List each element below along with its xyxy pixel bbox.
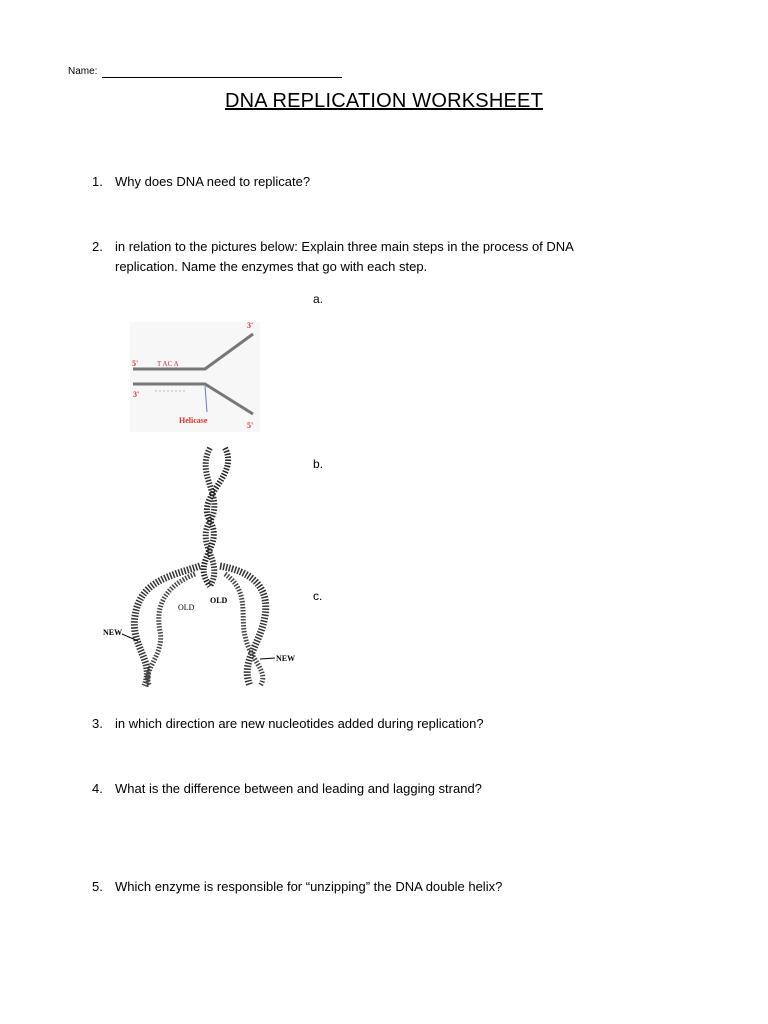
step-c-label: c. [313, 589, 323, 603]
question-text: What is the difference between and leading and lagging strand? [115, 781, 482, 796]
new-label-left: NEW [103, 628, 123, 637]
question-text: in relation to the pictures below: Explain three main steps in the process of DNA replication. Name the enzymes that go with each step. [115, 239, 574, 274]
question-text: Why does DNA need to replicate? [115, 174, 311, 189]
replication-fork-diagram [100, 446, 300, 688]
base-sequence: T AC A [157, 360, 179, 368]
question-number: 4. [92, 781, 103, 796]
step-b-label: b. [313, 457, 324, 471]
question-number: 1. [92, 174, 103, 189]
left-arm-new [148, 574, 195, 686]
label-5prime-left: 5' [132, 359, 139, 368]
old-label-right: OLD [210, 596, 228, 605]
label-3prime-left: 3' [133, 390, 140, 399]
name-blank-line[interactable] [102, 77, 342, 78]
question-text: in which direction are new nucleotides added during replication? [115, 716, 484, 731]
question-number: 3. [92, 716, 103, 731]
new-label-right: NEW [276, 654, 296, 663]
step-a-label: a. [313, 292, 324, 306]
name-label: Name: [68, 66, 98, 77]
question-text: Which enzyme is responsible for “unzipping” the DNA double helix? [115, 879, 503, 894]
worksheet-title: DNA REPLICATION WORKSHEET [224, 90, 543, 112]
old-label-left: OLD [178, 603, 195, 612]
left-arm-old [134, 566, 200, 686]
label-3prime-top: 3' [247, 321, 254, 330]
question-number: 2. [92, 239, 103, 254]
helicase-diagram [125, 312, 265, 437]
label-5prime-bottom: 5' [247, 421, 254, 430]
new-right-pointer [260, 658, 275, 659]
question-number: 5. [92, 879, 103, 894]
helicase-label: Helicase [179, 416, 208, 425]
